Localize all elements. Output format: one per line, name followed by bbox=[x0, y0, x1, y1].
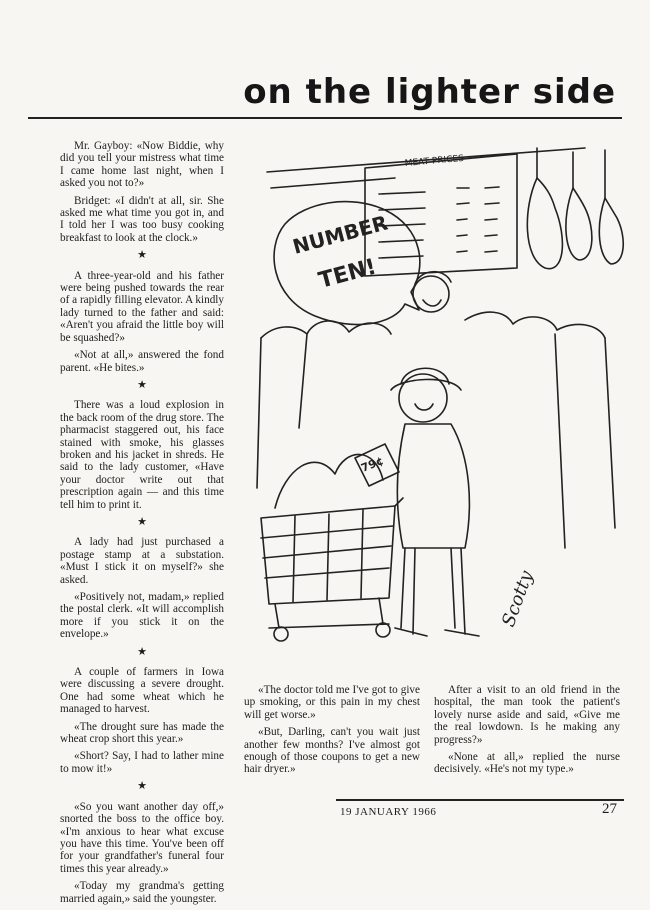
joke-paragraph: «The drought sure has made the wheat crop short this year.» bbox=[60, 720, 224, 746]
joke-paragraph: «Short? Say, I had to lather mine to mow it!» bbox=[60, 750, 224, 775]
customer-figure bbox=[391, 368, 479, 636]
separator-star: ★ bbox=[137, 249, 147, 262]
header-rule bbox=[28, 117, 622, 119]
right-column bbox=[434, 684, 620, 781]
middle-column bbox=[244, 684, 420, 781]
price-tag-text: 79¢ bbox=[359, 454, 386, 475]
speech-text-line2: TEN! bbox=[316, 254, 380, 294]
page-title: on the lighter side bbox=[243, 72, 616, 112]
footer-rule bbox=[336, 799, 624, 801]
joke-paragraph: «The doctor told me I've got to give up smoking, or this pain in my chest will get worse.» bbox=[244, 684, 420, 721]
joke-paragraph: «Today my grandma's getting married again,» said the youngster. bbox=[60, 880, 224, 905]
joke-paragraph: Bridget: «I didn't at all, sir. She asked me what time you got in, and I told her I was too busy cooking breakfast to look at the clock.» bbox=[60, 194, 224, 244]
footer-date: 19 JANUARY 1966 bbox=[340, 806, 437, 818]
separator-star: ★ bbox=[137, 645, 147, 658]
joke-paragraph: There was a loud explosion in the back room of the drug store. The pharmacist staggered out, his face stained with smoke, his glasses broken and his jacket in shreds. He said to the lady customer, «Have your doctor write out that prescription again — and this time tell him to print it. bbox=[60, 399, 224, 511]
joke-paragraph: A couple of farmers in Iowa were discussing a severe drought. One had some wheat which he managed to harvest. bbox=[60, 666, 224, 716]
artist-signature: Scotty bbox=[497, 568, 538, 630]
joke-paragraph: A lady had just purchased a postage stamp at a substation. «Must I stick it on myself?» she asked. bbox=[60, 536, 224, 586]
joke-paragraph: «Not at all,» answered the fond parent. «He bites.» bbox=[60, 349, 224, 374]
separator-star: ★ bbox=[137, 378, 147, 391]
joke-paragraph: Mr. Gayboy: «Now Biddie, why did you tell your mistress what time I came home last night, when I asked you not to?» bbox=[60, 140, 224, 190]
joke-paragraph: After a visit to an old friend in the hospital, the man took the patient's lovely nurse aside and said, «Give me the real lowdown. Is he making any progress?» bbox=[434, 684, 620, 746]
meat-price-board bbox=[365, 154, 517, 276]
joke-paragraph: «Positively not, madam,» replied the postal clerk. «It will accomplish more if you stick it on the envelope.» bbox=[60, 591, 224, 641]
shopping-cart bbox=[261, 454, 403, 641]
page-number: 27 bbox=[602, 801, 617, 817]
joke-paragraph: «So you want another day off,» snorted the boss to the office boy. «I'm anxious to hear what excuse you have this time. You've been off for your grandfather's funeral four times this year already.» bbox=[60, 800, 224, 875]
crowd bbox=[257, 312, 615, 548]
clerk-figure bbox=[413, 272, 451, 312]
speech-text-line1: NUMBER bbox=[290, 210, 391, 259]
meat-prices-sign: MEAT PRICES bbox=[404, 153, 465, 169]
joke-paragraph: A three-year-old and his father were being pushed towards the rear of a rapidly filling elevator. A kindly lady turned to the father and said: «Aren't you afraid the little boy will be squashed?» bbox=[60, 269, 224, 344]
separator-star: ★ bbox=[137, 515, 147, 528]
cartoon-illustration bbox=[255, 128, 633, 668]
left-column bbox=[60, 140, 224, 910]
separator-star: ★ bbox=[137, 780, 147, 793]
joke-paragraph: «But, Darling, can't you wait just another few months? I've almost got enough of those coupons to get a new hair dryer.» bbox=[244, 726, 420, 776]
hanging-hams bbox=[527, 148, 623, 269]
joke-paragraph: «None at all,» replied the nurse decisively. «He's not my type.» bbox=[434, 751, 620, 776]
